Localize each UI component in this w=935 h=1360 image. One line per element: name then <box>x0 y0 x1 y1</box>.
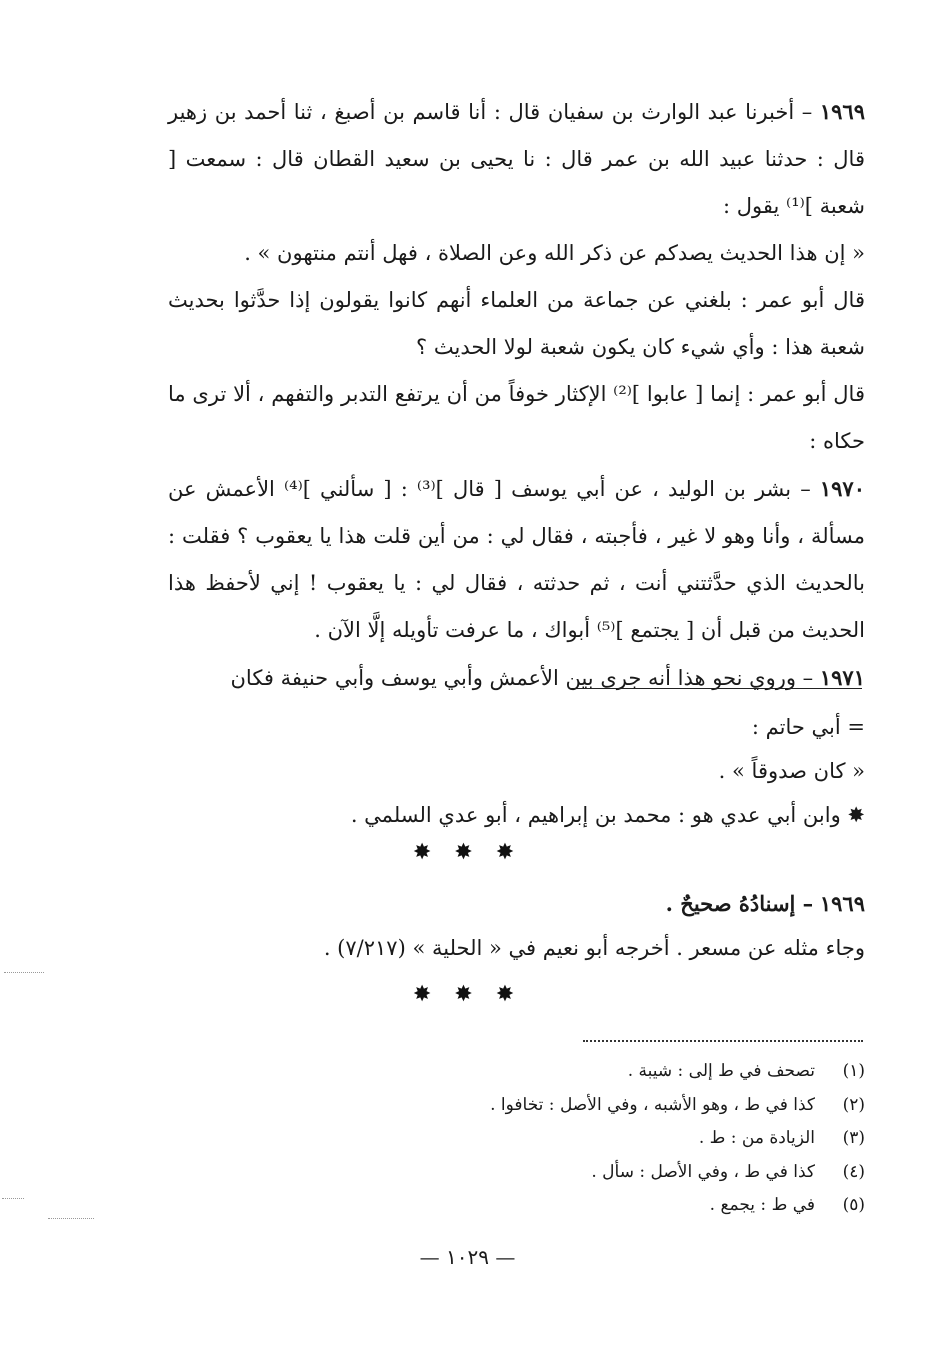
footnote-text: في ط : يجمع . <box>709 1195 815 1215</box>
grade-note: وجاء مثله عن مسعر . أخرجه أبو نعيم في « الحلية » (٧/٢١٧) . <box>323 936 865 960</box>
hadith-quote: « إن هذا الحديث يصدكم عن ذكر الله وعن الصلاة ، فهل أنتم منتهون » . <box>244 241 865 265</box>
footnote-number: (٤) <box>842 1161 865 1182</box>
footnote-text: كذا في ط ، وفي الأصل : سأل . <box>591 1161 815 1182</box>
abu-umar-remark-1: قال أبو عمر : بلغني عن جماعة من العلماء أنهم كانوا يقولون إذا حدَّثوا بحديث شعبة هذا : وأي شيء كان يكون شعبة لولا الحديث ؟ <box>168 288 865 359</box>
footnote-text: الزيادة من : ط . <box>698 1128 815 1148</box>
hadith-number: ١٩٧١ <box>819 665 865 690</box>
abu-umar-remark-2: قال أبو عمر : إنما [ عابوا ]⁽²⁾ الإكثار خوفاً من أن يرتفع التدبر والتفهم ، ألا ترى ما حكاه : <box>168 382 865 453</box>
footnote-separator <box>570 688 862 689</box>
commentary-line: « كان صدوقاً » . <box>718 759 865 783</box>
hadith-1969 <box>168 88 865 230</box>
page-number: — ١٠٢٩ — <box>419 1245 516 1269</box>
main-text <box>168 88 865 702</box>
footnote <box>300 1089 865 1123</box>
grading-section <box>168 882 865 970</box>
section-divider-stars: ✸ ✸ ✸ <box>412 982 523 1007</box>
scan-artifact <box>2 1198 24 1199</box>
commentary <box>168 705 865 837</box>
footnote-number: (١) <box>842 1061 865 1081</box>
section-divider-stars: ✸ ✸ ✸ <box>412 840 523 865</box>
footnote-text: تصحف في ط إلى : شيبة . <box>627 1061 815 1081</box>
footnote <box>300 1189 865 1223</box>
grade-line <box>168 882 865 926</box>
commentary-line: ✸ وابن أبي عدي هو : محمد بن إبراهيم ، أبو عدي السلمي . <box>350 803 865 827</box>
hadith-text: – أخبرنا عبد الوارث بن سفيان قال : أنا قاسم بن أصبغ ، ثنا أحمد بن زهير قال : حدثنا عبيد الله بن عمر قال : نا يحيى بن سعيد القطان قال : سمعت [ شعبة ]⁽¹⁾ يقول : <box>168 100 865 218</box>
hadith-1970 <box>168 465 865 654</box>
commentary-line: = أبي حاتم : <box>751 715 865 739</box>
grade-number: ١٩٦٩ <box>819 891 865 916</box>
footnote-number: (٥) <box>842 1195 865 1215</box>
scan-artifact <box>48 1218 94 1219</box>
footnote-number: (٢) <box>842 1094 865 1115</box>
hadith-number: ١٩٦٩ <box>819 99 865 124</box>
footnote-text: كذا في ط ، وهو الأشبه ، وفي الأصل : تخافوا . <box>490 1094 815 1115</box>
hadith-number: ١٩٧٠ <box>819 476 865 501</box>
hadith-text: – وروي نحو هذا أنه جرى بين الأعمش وأبي يوسف وأبي حنيفة فكان <box>230 666 814 690</box>
footnote-number: (٣) <box>842 1128 865 1148</box>
footnotes-dotted-rule <box>583 1040 863 1042</box>
hadith-text: – بشر بن الوليد ، عن أبي يوسف [ قال ]⁽³⁾ : [ سألني ]⁽⁴⁾ الأعمش عن مسألة ، وأنا وهو لا غير ، فأجبته ، فقال لي : من أين قلت هذا يا يعقوب ؟ فقلت : بالحديث الذي حدَّثتني أنت ، ثم حدثته ، فقال لي : يا يعقوب ! إني لأحفظ هذا الحديث من قبل أن [ يجتمع ]⁽⁵⁾ أبواك ، ما عرفت تأويله إلَّا الآن . <box>168 477 865 642</box>
footnote <box>300 1122 865 1156</box>
hadith-1971 <box>168 654 865 702</box>
footnote <box>300 1156 865 1190</box>
footnote <box>300 1055 865 1089</box>
scan-artifact <box>4 972 44 973</box>
footnotes-list <box>300 1055 865 1223</box>
grade-text: – إسنادُهُ صحيحٌ . <box>665 891 814 916</box>
